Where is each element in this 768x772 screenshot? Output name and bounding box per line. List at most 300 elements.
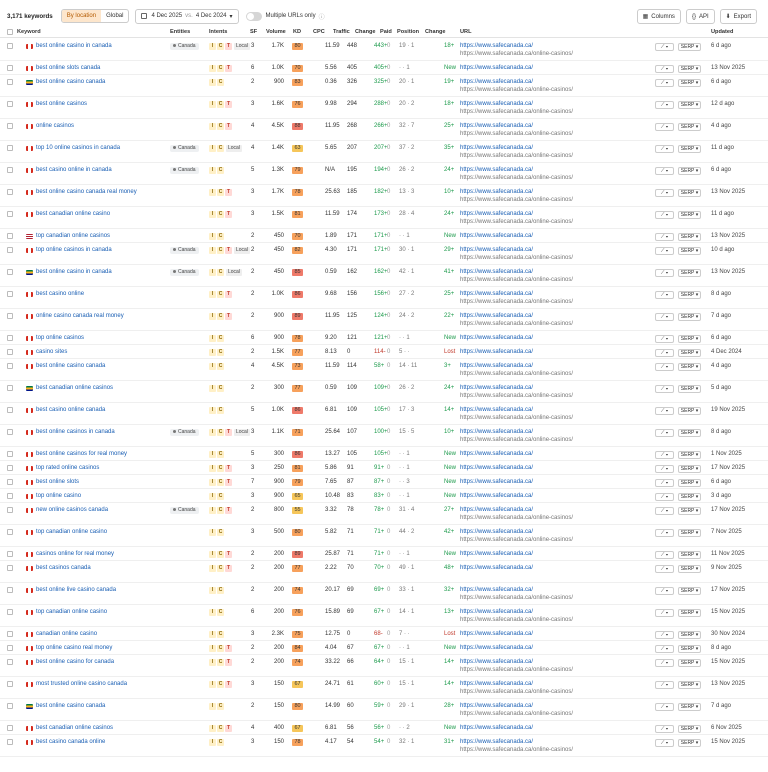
trend-chart-button[interactable]: ⟋ ▾ (655, 211, 674, 219)
trend-chart-button[interactable]: ⟋ ▾ (655, 79, 674, 87)
traffic-value: 0 (347, 631, 351, 637)
row-checkbox[interactable] (7, 349, 13, 355)
trend-chart-button[interactable]: ⟋ ▾ (655, 349, 674, 357)
tab-by-location[interactable]: By location (62, 10, 101, 22)
keyword-link[interactable]: best online casino canada (36, 363, 106, 369)
ranking-url-link[interactable]: https://www.safecanada.ca/ (460, 313, 534, 319)
row-checkbox[interactable] (7, 725, 13, 731)
row-checkbox[interactable] (7, 211, 13, 217)
trend-chart-button[interactable]: ⟋ ▾ (655, 407, 674, 415)
serp-features-count[interactable]: 2 (251, 645, 255, 651)
serp-button[interactable]: SERP ▾ (678, 363, 701, 371)
columns-button[interactable] (637, 9, 681, 24)
secondary-url-link[interactable]: https://www.safecanada.ca/online-casinos/ (460, 667, 574, 673)
trend-chart-button[interactable]: ⟋ ▾ (655, 465, 674, 473)
trend-chart-button[interactable]: ⟋ ▾ (655, 681, 674, 689)
flag-za-icon (26, 704, 33, 709)
secondary-url-link[interactable]: https://www.safecanada.ca/online-casinos/ (460, 299, 574, 305)
row-checkbox[interactable] (7, 587, 13, 593)
serp-button[interactable]: SERP ▾ (678, 529, 701, 537)
secondary-url-link[interactable]: https://www.safecanada.ca/online-casinos/ (460, 131, 574, 137)
ranking-url-link[interactable]: https://www.safecanada.ca/ (460, 43, 534, 49)
secondary-url-link[interactable]: https://www.safecanada.ca/online-casinos/ (460, 747, 574, 753)
ranking-url-link[interactable]: https://www.safecanada.ca/ (460, 659, 534, 665)
serp-features-count[interactable]: 2 (251, 703, 255, 709)
intent-i-badge: I (209, 123, 216, 130)
secondary-url-link[interactable]: https://www.safecanada.ca/online-casinos/ (460, 371, 574, 377)
serp-features-count[interactable]: 2 (251, 247, 255, 253)
row-checkbox[interactable] (7, 507, 13, 513)
serp-features-count[interactable]: 2 (251, 291, 255, 297)
ranking-url-link[interactable]: https://www.safecanada.ca/ (460, 479, 534, 485)
keyword-link[interactable]: best online casino in canada (36, 43, 112, 49)
keyword-link[interactable]: most trusted online casino canada (36, 681, 128, 687)
keyword-link[interactable]: top online casino real money (36, 645, 113, 651)
ranking-url-link[interactable]: https://www.safecanada.ca/ (460, 65, 534, 71)
serp-features-count[interactable]: 3 (251, 739, 255, 745)
row-checkbox[interactable] (7, 407, 13, 413)
row-checkbox[interactable] (7, 145, 13, 151)
keyword-link[interactable]: online casinos (36, 123, 75, 129)
row-checkbox[interactable] (7, 79, 13, 85)
col-position-change[interactable]: Change (425, 29, 446, 35)
serp-features-count[interactable]: 3 (251, 429, 255, 435)
trend-chart-button[interactable]: ⟋ ▾ (655, 313, 674, 321)
row-checkbox[interactable] (7, 703, 13, 709)
secondary-url-link[interactable]: https://www.safecanada.ca/online-casinos/ (460, 109, 574, 115)
serp-features-count[interactable]: 2 (251, 565, 255, 571)
ranking-url-link[interactable]: https://www.safecanada.ca/ (460, 233, 534, 239)
ranking-url-link[interactable]: https://www.safecanada.ca/ (460, 101, 534, 107)
keyword-link[interactable]: top canadian online casinos (36, 233, 111, 239)
row-checkbox[interactable] (7, 269, 13, 275)
keyword-link[interactable]: best casino online in canada (36, 167, 112, 173)
ranking-url-link[interactable]: https://www.safecanada.ca/ (460, 609, 534, 615)
ranking-url-link[interactable]: https://www.safecanada.ca/ (460, 631, 534, 637)
trend-chart-button[interactable]: ⟋ ▾ (655, 43, 674, 51)
serp-button[interactable]: SERP ▾ (678, 551, 701, 559)
secondary-url-link[interactable]: https://www.safecanada.ca/online-casinos/ (460, 321, 574, 327)
col-intents[interactable]: Intents (209, 29, 228, 35)
export-label: Export (733, 13, 751, 20)
keyword-link[interactable]: best casinos canada (36, 565, 91, 571)
serp-button[interactable]: SERP ▾ (678, 631, 701, 639)
keyword-link[interactable]: best online slots canada (36, 65, 101, 71)
secondary-url-link[interactable]: https://www.safecanada.ca/online-casinos/ (460, 393, 574, 399)
row-checkbox[interactable] (7, 123, 13, 129)
serp-features-count[interactable]: 2 (251, 551, 255, 557)
row-checkbox[interactable] (7, 167, 13, 173)
serp-button[interactable]: SERP ▾ (678, 659, 701, 667)
ranking-url-link[interactable]: https://www.safecanada.ca/ (460, 725, 534, 731)
serp-button[interactable]: SERP ▾ (678, 479, 701, 487)
export-button[interactable] (720, 9, 757, 24)
serp-button[interactable]: SERP ▾ (678, 725, 701, 733)
serp-features-count[interactable]: 2 (251, 269, 255, 275)
row-checkbox[interactable] (7, 385, 13, 391)
multiple-urls-toggle[interactable] (246, 12, 262, 21)
row-checkbox[interactable] (7, 65, 13, 71)
row-checkbox[interactable] (7, 631, 13, 637)
entity-badge (170, 167, 199, 174)
secondary-url-link[interactable]: https://www.safecanada.ca/online-casinos/ (460, 153, 574, 159)
traffic-value: 83 (347, 493, 354, 499)
trend-chart-button[interactable]: ⟋ ▾ (655, 247, 674, 255)
row-checkbox[interactable] (7, 451, 13, 457)
ranking-url-link[interactable]: https://www.safecanada.ca/ (460, 529, 534, 535)
serp-button[interactable]: SERP ▾ (678, 65, 701, 73)
trend-chart-button[interactable]: ⟋ ▾ (655, 123, 674, 131)
serp-button[interactable]: SERP ▾ (678, 703, 701, 711)
intent-badges (209, 551, 232, 558)
serp-button[interactable]: SERP ▾ (678, 349, 701, 357)
position-value: 15 · 1 (399, 681, 415, 687)
secondary-url-link[interactable]: https://www.safecanada.ca/online-casinos/ (460, 437, 574, 443)
serp-button[interactable]: SERP ▾ (678, 587, 701, 595)
updated-value: 4 d ago (711, 123, 732, 129)
trend-chart-button[interactable]: ⟋ ▾ (655, 645, 674, 653)
ranking-url-link[interactable]: https://www.safecanada.ca/ (460, 335, 534, 341)
serp-features-count[interactable]: 4 (251, 363, 255, 369)
row-checkbox[interactable] (7, 291, 13, 297)
keyword-link[interactable]: casino sites (36, 349, 68, 355)
keyword-link[interactable]: best online casinos for real money (36, 451, 128, 457)
ranking-url-link[interactable]: https://www.safecanada.ca/ (460, 385, 534, 391)
row-checkbox[interactable] (7, 529, 13, 535)
trend-chart-button[interactable]: ⟋ ▾ (655, 167, 674, 175)
col-keyword[interactable]: Keyword (17, 29, 41, 35)
serp-button[interactable]: SERP ▾ (678, 645, 701, 653)
flag-ca-icon (26, 508, 33, 513)
api-button[interactable] (686, 9, 715, 24)
intent-c-badge: C (218, 551, 223, 557)
trend-chart-button[interactable]: ⟋ ▾ (655, 609, 674, 617)
ranking-url-link[interactable]: https://www.safecanada.ca/ (460, 79, 534, 85)
keyword-link[interactable]: top 10 online casinos in canada (36, 145, 121, 151)
serp-button[interactable]: SERP ▾ (678, 211, 701, 219)
trend-chart-button[interactable]: ⟋ ▾ (655, 529, 674, 537)
keyword-link[interactable]: best online casino in canada (36, 269, 112, 275)
trend-chart-button[interactable]: ⟋ ▾ (655, 659, 674, 667)
ranking-url-link[interactable]: https://www.safecanada.ca/ (460, 493, 534, 499)
secondary-url-link[interactable]: https://www.safecanada.ca/online-casinos/ (460, 689, 574, 695)
keyword-link[interactable]: top canadian online casino (36, 609, 108, 615)
serp-button[interactable]: SERP ▾ (678, 247, 701, 255)
col-entities[interactable]: Entities (170, 29, 191, 35)
col-cpc[interactable]: CPC (313, 29, 325, 35)
secondary-url-link[interactable]: https://www.safecanada.ca/online-casinos/ (460, 537, 574, 543)
ranking-url-link[interactable]: https://www.safecanada.ca/ (460, 167, 534, 173)
position-change-value: +32 (444, 587, 455, 593)
ranking-url-link[interactable]: https://www.safecanada.ca/ (460, 645, 534, 651)
serp-button[interactable]: SERP ▾ (678, 167, 701, 175)
serp-features-count[interactable]: 6 (251, 65, 255, 71)
secondary-url-link[interactable]: https://www.safecanada.ca/online-casinos/ (460, 595, 574, 601)
keyword-link[interactable]: new online casinos canada (36, 507, 109, 513)
keyword-link[interactable]: best online casino canada real money (36, 189, 137, 195)
trend-chart-button[interactable]: ⟋ ▾ (655, 363, 674, 371)
keyword-link[interactable]: best online casino canada (36, 79, 106, 85)
ranking-url-link[interactable]: https://www.safecanada.ca/ (460, 407, 534, 413)
location-pin-icon (173, 44, 176, 47)
trend-chart-button[interactable]: ⟋ ▾ (655, 631, 674, 639)
keyword-link[interactable]: top rated online casinos (36, 465, 100, 471)
intent-t-badge: T (226, 507, 231, 513)
row-checkbox[interactable] (7, 681, 13, 687)
table-row: best canadian online casino I C T 3 1.5K 81 11.59 174 +173 0 28 · 4 +24 https://www.safecanada.ca/ https://www.safecanada.ca/online-casinos/ ⟋ ▾ SERP ▾ 11 d ago (0, 207, 768, 229)
row-checkbox[interactable] (7, 645, 13, 651)
secondary-url-link[interactable]: https://www.safecanada.ca/online-casinos/ (460, 87, 574, 93)
secondary-url-link[interactable]: https://www.safecanada.ca/online-casinos/ (460, 277, 574, 283)
ranking-url-link[interactable]: https://www.safecanada.ca/ (460, 269, 534, 275)
row-checkbox[interactable] (7, 233, 13, 239)
secondary-url-link[interactable]: https://www.safecanada.ca/online-casinos/ (460, 255, 574, 261)
row-checkbox[interactable] (7, 565, 13, 571)
intent-i-badge: I (209, 465, 216, 472)
trend-chart-button[interactable]: ⟋ ▾ (655, 65, 674, 73)
serp-features-count[interactable]: 3 (251, 189, 255, 195)
secondary-url-link[interactable]: https://www.safecanada.ca/online-casinos/ (460, 219, 574, 225)
ranking-url-link[interactable]: https://www.safecanada.ca/ (460, 451, 534, 457)
serp-button[interactable]: SERP ▾ (678, 43, 701, 51)
serp-button[interactable]: SERP ▾ (678, 335, 701, 343)
row-checkbox[interactable] (7, 363, 13, 369)
ranking-url-link[interactable]: https://www.safecanada.ca/ (460, 587, 534, 593)
scope-toggle[interactable] (61, 9, 130, 23)
serp-button[interactable]: SERP ▾ (678, 269, 701, 277)
secondary-url-link[interactable]: https://www.safecanada.ca/online-casinos/ (460, 197, 574, 203)
serp-features-count[interactable]: 5 (251, 167, 255, 173)
ranking-url-link[interactable]: https://www.safecanada.ca/ (460, 291, 534, 297)
row-checkbox[interactable] (7, 429, 13, 435)
keyword-link[interactable]: best online slots (36, 479, 80, 485)
trend-chart-button[interactable]: ⟋ ▾ (655, 335, 674, 343)
keyword-link[interactable]: best canadian online casinos (36, 385, 114, 391)
ranking-url-link[interactable]: https://www.safecanada.ca/ (460, 211, 534, 217)
keyword-link[interactable]: best online live casino canada (36, 587, 117, 593)
serp-features-count[interactable]: 4 (251, 725, 255, 731)
trend-chart-button[interactable]: ⟋ ▾ (655, 703, 674, 711)
col-traffic[interactable]: Traffic (333, 29, 350, 35)
serp-features-count[interactable]: 2 (251, 313, 255, 319)
ranking-url-link[interactable]: https://www.safecanada.ca/ (460, 551, 534, 557)
keyword-link[interactable]: best casino online (36, 291, 85, 297)
ranking-url-link[interactable]: https://www.safecanada.ca/ (460, 429, 534, 435)
serp-features-count[interactable]: 3 (251, 681, 255, 687)
col-change[interactable]: Change (355, 29, 376, 35)
ranking-url-link[interactable]: https://www.safecanada.ca/ (460, 681, 534, 687)
serp-features-count[interactable]: 3 (251, 43, 255, 49)
position-change-value: +14 (444, 659, 455, 665)
keyword-link[interactable]: best casino canada online (36, 739, 106, 745)
serp-button[interactable]: SERP ▾ (678, 313, 701, 321)
serp-button[interactable]: SERP ▾ (678, 451, 701, 459)
ranking-url-link[interactable]: https://www.safecanada.ca/ (460, 363, 534, 369)
secondary-url-link[interactable]: https://www.safecanada.ca/online-casinos/ (460, 51, 574, 57)
col-volume[interactable]: Volume (266, 29, 286, 35)
trend-chart-button[interactable]: ⟋ ▾ (655, 451, 674, 459)
row-checkbox[interactable] (7, 43, 13, 49)
position-change-value: +19 (444, 79, 455, 85)
keyword-link[interactable]: best casino online canada (36, 407, 106, 413)
intent-i-badge: I (209, 101, 216, 108)
serp-button[interactable]: SERP ▾ (678, 79, 701, 87)
row-checkbox[interactable] (7, 247, 13, 253)
serp-features-count[interactable]: 2 (251, 507, 255, 513)
secondary-url-link[interactable]: https://www.safecanada.ca/online-casinos/ (460, 617, 574, 623)
secondary-url-link[interactable]: https://www.safecanada.ca/online-casinos/ (460, 711, 574, 717)
keyword-link[interactable]: top online casino (36, 493, 82, 499)
keyword-link[interactable]: best online casino canada (36, 703, 106, 709)
serp-button[interactable]: SERP ▾ (678, 101, 701, 109)
updated-value: 4 d ago (711, 363, 732, 369)
keyword-link[interactable]: casinos online for real money (36, 551, 115, 557)
trend-chart-button[interactable]: ⟋ ▾ (655, 493, 674, 501)
row-checkbox[interactable] (7, 659, 13, 665)
serp-features-count[interactable]: 2 (251, 587, 255, 593)
trend-chart-button[interactable]: ⟋ ▾ (655, 145, 674, 153)
serp-button[interactable]: SERP ▾ (678, 145, 701, 153)
serp-features-count[interactable]: 3 (251, 493, 255, 499)
serp-features-count[interactable]: 6 (251, 609, 255, 615)
trend-chart-button[interactable]: ⟋ ▾ (655, 291, 674, 299)
date-compare-picker[interactable] (135, 9, 238, 24)
serp-button[interactable]: SERP ▾ (678, 385, 701, 393)
serp-features-count[interactable]: 2 (251, 659, 255, 665)
serp-button[interactable]: SERP ▾ (678, 407, 701, 415)
serp-features-count[interactable]: 5 (251, 407, 255, 413)
serp-button[interactable]: SERP ▾ (678, 493, 701, 501)
serp-button[interactable]: SERP ▾ (678, 609, 701, 617)
keyword-link[interactable]: canadian online casino (36, 631, 98, 637)
flag-za-icon (26, 80, 33, 85)
col-position[interactable]: Position (397, 29, 420, 35)
ranking-url-link[interactable]: https://www.safecanada.ca/ (460, 739, 534, 745)
col-kd[interactable]: KD (293, 29, 302, 35)
trend-chart-button[interactable]: ⟋ ▾ (655, 587, 674, 595)
serp-features-count[interactable]: 2 (251, 233, 255, 239)
serp-features-count[interactable]: 3 (251, 211, 255, 217)
serp-button[interactable]: SERP ▾ (678, 739, 701, 747)
serp-button[interactable]: SERP ▾ (678, 291, 701, 299)
intent-i-badge: I (209, 291, 216, 298)
serp-features-count[interactable]: 5 (251, 451, 255, 457)
serp-features-count[interactable]: 4 (251, 123, 255, 129)
trend-chart-button[interactable]: ⟋ ▾ (655, 565, 674, 573)
col-sf[interactable]: SF (250, 29, 258, 35)
trend-chart-button[interactable]: ⟋ ▾ (655, 101, 674, 109)
keyword-link[interactable]: best canadian online casinos (36, 725, 114, 731)
ranking-url-link[interactable]: https://www.safecanada.ca/ (460, 349, 534, 355)
serp-features-count[interactable]: 2 (251, 385, 255, 391)
row-checkbox[interactable] (7, 101, 13, 107)
traffic-value: 125 (347, 313, 358, 319)
position-value: 28 · 4 (399, 211, 415, 217)
serp-features-count[interactable]: 2 (251, 79, 255, 85)
row-checkbox[interactable] (7, 313, 13, 319)
ranking-url-link[interactable]: https://www.safecanada.ca/ (460, 465, 534, 471)
trend-chart-button[interactable]: ⟋ ▾ (655, 385, 674, 393)
trend-chart-button[interactable]: ⟋ ▾ (655, 479, 674, 487)
serp-features-count[interactable]: 7 (251, 479, 255, 485)
col-url[interactable]: URL (460, 29, 472, 35)
secondary-url-link[interactable]: https://www.safecanada.ca/online-casinos/ (460, 515, 574, 521)
serp-features-count[interactable]: 3 (251, 631, 255, 637)
intent-c-badge: C (218, 101, 223, 107)
secondary-url-link[interactable]: https://www.safecanada.ca/online-casinos/ (460, 415, 574, 421)
position-value: 42 · 1 (399, 269, 415, 275)
keyword-link[interactable]: best online casinos (36, 101, 88, 107)
row-checkbox[interactable] (7, 335, 13, 341)
ranking-url-link[interactable]: https://www.safecanada.ca/ (460, 123, 534, 129)
serp-features-count[interactable]: 2 (251, 349, 255, 355)
ranking-url-link[interactable]: https://www.safecanada.ca/ (460, 507, 534, 513)
ranking-url-link[interactable]: https://www.safecanada.ca/ (460, 145, 534, 151)
keyword-link[interactable]: best online casinos in canada (36, 429, 115, 435)
keyword-link[interactable]: best canadian online casino (36, 211, 111, 217)
secondary-url-link[interactable]: https://www.safecanada.ca/online-casinos/ (460, 175, 574, 181)
trend-chart-button[interactable]: ⟋ ▾ (655, 739, 674, 747)
serp-button[interactable]: SERP ▾ (678, 565, 701, 573)
keyword-link[interactable]: top online casinos (36, 335, 85, 341)
serp-button[interactable]: SERP ▾ (678, 233, 701, 241)
ranking-url-link[interactable]: https://www.safecanada.ca/ (460, 703, 534, 709)
paid-value: 0 (387, 493, 391, 499)
trend-chart-button[interactable]: ⟋ ▾ (655, 507, 674, 515)
col-paid[interactable]: Paid (380, 29, 392, 35)
cpc-value: 24.71 (325, 681, 341, 687)
serp-features-count[interactable]: 3 (251, 465, 255, 471)
serp-button[interactable]: SERP ▾ (678, 429, 701, 437)
tab-global[interactable]: Global (106, 13, 124, 19)
location-pin-icon (173, 146, 176, 149)
traffic-value: 91 (347, 465, 354, 471)
keyword-link[interactable]: top canadian online casino (36, 529, 108, 535)
serp-button[interactable]: SERP ▾ (678, 681, 701, 689)
row-checkbox[interactable] (7, 493, 13, 499)
serp-button[interactable]: SERP ▾ (678, 507, 701, 515)
cpc-value: 11.59 (325, 211, 340, 217)
row-checkbox[interactable] (7, 479, 13, 485)
row-checkbox[interactable] (7, 739, 13, 745)
serp-features-count[interactable]: 3 (251, 529, 255, 535)
serp-button[interactable]: SERP ▾ (678, 123, 701, 131)
trend-chart-button[interactable]: ⟋ ▾ (655, 269, 674, 277)
keyword-link[interactable]: online casino canada real money (36, 313, 124, 319)
keyword-link[interactable]: best online casino for canada (36, 659, 115, 665)
trend-chart-button[interactable]: ⟋ ▾ (655, 429, 674, 437)
serp-button[interactable]: SERP ▾ (678, 189, 701, 197)
ranking-url-link[interactable]: https://www.safecanada.ca/ (460, 247, 534, 253)
trend-chart-button[interactable]: ⟋ ▾ (655, 551, 674, 559)
trend-chart-button[interactable]: ⟋ ▾ (655, 725, 674, 733)
serp-features-count[interactable]: 6 (251, 335, 255, 341)
serp-button[interactable]: SERP ▾ (678, 465, 701, 473)
row-checkbox[interactable] (7, 465, 13, 471)
row-checkbox[interactable] (7, 189, 13, 195)
select-all-checkbox[interactable] (7, 29, 13, 35)
row-checkbox[interactable] (7, 609, 13, 615)
ranking-url-link[interactable]: https://www.safecanada.ca/ (460, 189, 534, 195)
row-checkbox[interactable] (7, 551, 13, 557)
col-updated[interactable]: Updated (711, 29, 734, 35)
serp-features-count[interactable]: 4 (251, 145, 255, 151)
ranking-url-link[interactable]: https://www.safecanada.ca/ (460, 565, 534, 571)
trend-chart-button[interactable]: ⟋ ▾ (655, 189, 674, 197)
serp-features-count[interactable]: 3 (251, 101, 255, 107)
keyword-link[interactable]: top online casinos in canada (36, 247, 112, 253)
trend-chart-button[interactable]: ⟋ ▾ (655, 233, 674, 241)
